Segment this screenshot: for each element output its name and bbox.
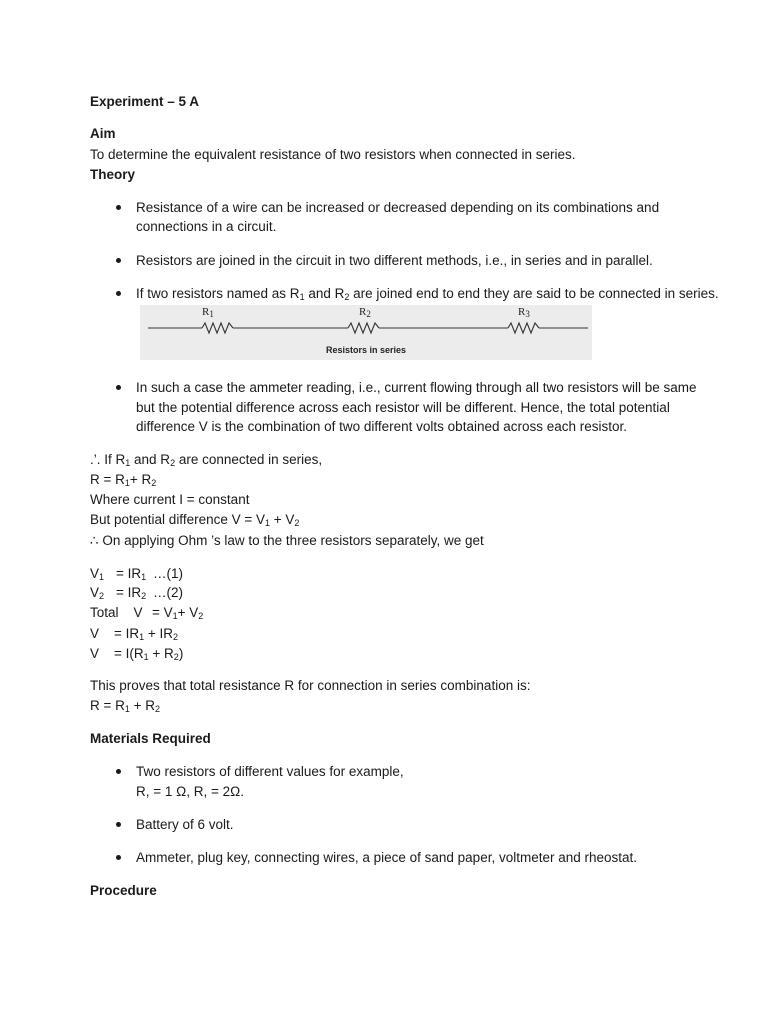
bullet-icon xyxy=(116,258,121,263)
equation-5-lhs: V xyxy=(90,646,100,661)
materials-item-1-line-1: Two resistors of different values for example, xyxy=(136,764,404,779)
materials-item-3: Ammeter, plug key, connecting wires, a piece of sand paper, voltmeter and rheostat. xyxy=(136,850,638,865)
equation-1-rhs: = $IR_1$ xyxy=(116,566,147,582)
equation-4-lhs: V xyxy=(90,626,100,641)
derivation-line-5: ∴ On applying Ohm ’s law to the three resistors separately, we get xyxy=(90,533,484,548)
equation-2-rhs: = $IR_2$ xyxy=(116,585,147,601)
resistor-2-icon xyxy=(348,323,379,333)
theory-bullet-4-line-2: but the potential difference across each resistor will be different. Hence, the total potential xyxy=(136,400,670,415)
theory-title: Theory xyxy=(90,167,136,182)
resistor-1-label: $R_1$ xyxy=(202,306,214,319)
resistor-1-icon xyxy=(202,323,233,333)
equation-3-lhs: Total V xyxy=(90,605,143,620)
equation-4-rhs: = $IR_1 + IR_2$ xyxy=(114,626,179,642)
derivation-line-1: .’. If $R_1$ and $R_2$ are connected in series, xyxy=(90,452,323,468)
theory-bullet-4-line-3: difference V is the combination of two different volts obtained across each resistor. xyxy=(136,419,628,434)
equation-1-lhs: $V_1$ xyxy=(90,566,105,582)
procedure-title: Procedure xyxy=(90,883,157,898)
equation-2-lhs: $V_2$ xyxy=(90,585,105,601)
resistor-3-label: $R_3$ xyxy=(518,306,530,319)
equation-2-tag: …(2) xyxy=(153,585,183,600)
resistor-2-label: $R_2$ xyxy=(359,306,371,319)
equation-1-tag: …(1) xyxy=(153,566,183,581)
theory-bullet-1-line-2: connections in a circuit. xyxy=(136,219,277,234)
bullet-icon xyxy=(116,769,121,774)
equation-5-rhs: = $I(R_1 + R_2)$ xyxy=(114,646,184,662)
figure-caption: Resistors in series xyxy=(325,345,407,355)
experiment-heading: Experiment – 5 A xyxy=(90,94,200,109)
bullet-icon xyxy=(116,822,121,827)
theory-bullet-4-line-1: In such a case the ammeter reading, i.e., current flowing through all two resistors will be same xyxy=(136,380,697,395)
bullet-icon xyxy=(116,385,121,390)
aim-text: To determine the equivalent resistance of two resistors when connected in series. xyxy=(90,147,576,162)
conclusion-line-2: $R = R_1 + R_2$ xyxy=(90,698,161,714)
bullet-icon xyxy=(116,291,121,296)
resistors-in-series-figure xyxy=(140,305,592,360)
bullet-icon xyxy=(116,855,121,860)
derivation-line-2: $R = R_1+ R_2$ xyxy=(90,472,157,488)
materials-item-2: Battery of 6 volt. xyxy=(136,817,234,832)
derivation-line-4: But potential difference $V = V_1 + V_2$ xyxy=(90,512,300,528)
theory-bullet-2: Resistors are joined in the circuit in two different methods, i.e., in series and in parallel. xyxy=(136,253,653,268)
materials-item-1-line-2: R, = 1 Ω, R, = 2Ω. xyxy=(136,784,244,799)
conclusion-line-1: This proves that total resistance R for connection in series combination is: xyxy=(90,678,531,693)
aim-title: Aim xyxy=(90,126,116,141)
resistor-3-icon xyxy=(508,323,539,333)
derivation-line-3: Where current I = constant xyxy=(90,492,250,507)
bullet-icon xyxy=(116,205,121,210)
materials-title: Materials Required xyxy=(90,731,211,746)
theory-bullet-3: If two resistors named as $R_1$ and $R_2$ are joined end to end they are said to be connected in series. xyxy=(136,286,719,302)
theory-bullet-1-line-1: Resistance of a wire can be increased or decreased depending on its combinations and xyxy=(136,200,660,215)
equation-3-rhs: = $V_1+ V_2$ xyxy=(152,605,204,621)
